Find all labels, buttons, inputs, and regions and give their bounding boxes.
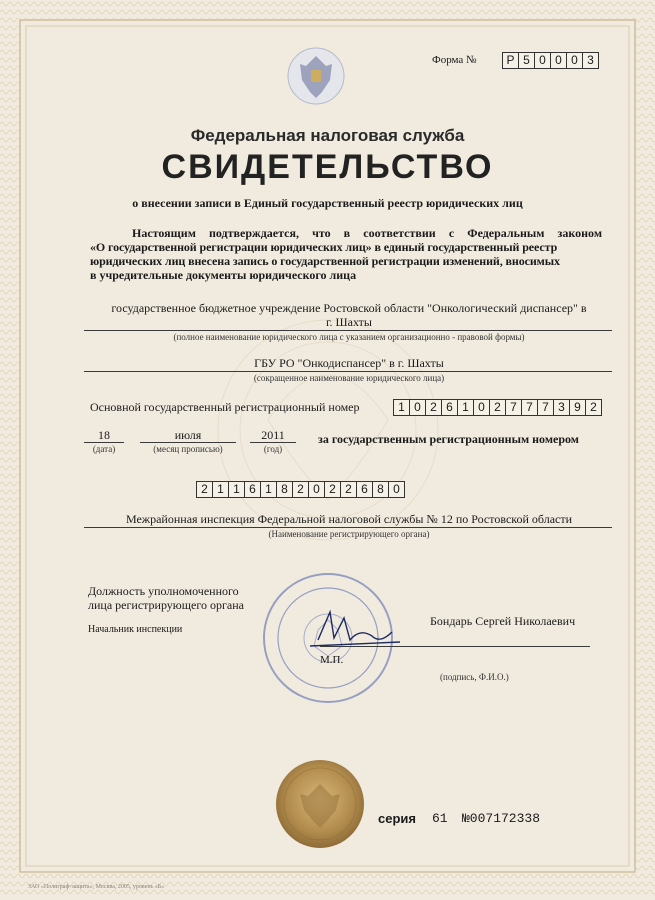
grn-cell: 2 <box>341 482 357 497</box>
authority-underline <box>84 527 612 528</box>
ogrn-cell: 1 <box>458 400 474 415</box>
seal-mark-label: М.П. <box>320 654 344 666</box>
ogrn-cell: 0 <box>474 400 490 415</box>
grn-cell: 8 <box>277 482 293 497</box>
signer-name: Бондарь Сергей Николаевич <box>430 614 576 628</box>
grn-cell: 2 <box>293 482 309 497</box>
gold-seal <box>276 760 364 848</box>
ogrn-cell: 7 <box>506 400 522 415</box>
grn-cell: 0 <box>393 482 400 496</box>
date-day-caption: (дата) <box>92 444 116 454</box>
ogrn-cell: 3 <box>554 400 570 415</box>
printer-footer: ЗАО «Полиграф-защита», Москва, 2005, уровень «Б» <box>28 884 165 890</box>
body-line-2: «О государственной регистрации юридических лиц» в единый государственный реестр <box>90 240 558 254</box>
grn-boxes <box>196 481 405 498</box>
date-day: 18 <box>98 428 110 442</box>
official-stamp <box>264 574 392 702</box>
date-year: 2011 <box>261 428 285 442</box>
ogrn-cell: 2 <box>426 400 442 415</box>
form-code-cell: 0 <box>535 53 551 68</box>
ogrn-cell: 7 <box>522 400 538 415</box>
body-line-3: юридических лиц внесена запись о государственной регистрации изменений, вносимых <box>90 254 560 268</box>
body-line-1: Настоящим подтверждается, что в соответствии с Федеральным законом <box>132 226 602 240</box>
state-emblem <box>288 48 344 104</box>
entity-short-name: ГБУ РО "Онкодиспансер" в г. Шахты <box>254 356 444 370</box>
form-code-boxes <box>502 52 599 69</box>
signature-underline <box>320 646 590 647</box>
short-name-caption: (сокращенное наименование юридического лица) <box>253 373 445 383</box>
authority-caption: (Наименование регистрирующего органа) <box>268 529 430 539</box>
date-month-underline <box>140 442 236 443</box>
ogrn-cell: 1 <box>394 400 410 415</box>
short-name-underline <box>84 371 612 372</box>
service-name: Федеральная налоговая служба <box>190 126 465 145</box>
date-year-underline <box>250 442 296 443</box>
full-name-underline <box>84 330 612 331</box>
grn-cell: 1 <box>261 482 277 497</box>
date-month: июля <box>174 428 202 442</box>
grn-cell: 1 <box>213 482 229 497</box>
grn-cell: 8 <box>373 482 389 497</box>
series-label: серия <box>378 811 416 826</box>
document-title: СВИДЕТЕЛЬСТВО <box>161 148 494 186</box>
ogrn-cell: 7 <box>538 400 554 415</box>
position-label-line-2: лица регистрирующего органа <box>88 598 244 612</box>
grn-cell: 6 <box>245 482 261 497</box>
ogrn-cell: 0 <box>410 400 426 415</box>
form-label: Форма № <box>432 54 477 66</box>
document-subtitle: о внесении записи в Единый государственный реестр юридических лиц <box>132 196 523 210</box>
form-code-cell: 0 <box>567 53 583 68</box>
entity-full-name-line-2: г. Шахты <box>325 315 372 329</box>
date-day-underline <box>84 442 124 443</box>
ogrn-cell: 6 <box>442 400 458 415</box>
grn-cell: 1 <box>229 482 245 497</box>
date-month-caption: (месяц прописью) <box>153 444 223 454</box>
ogrn-cell: 9 <box>570 400 586 415</box>
series-value: 61 <box>432 811 448 826</box>
full-name-caption: (полное наименование юридического лица с указанием организационно - правовой формы) <box>173 332 525 342</box>
ogrn-boxes <box>393 399 602 416</box>
body-line-4: в учредительные документы юридического лица <box>90 268 357 282</box>
authority-name: Межрайонная инспекция Федеральной налоговой службы № 12 по Ростовской области <box>125 512 573 526</box>
grn-cell: 2 <box>197 482 213 497</box>
date-year-caption: (год) <box>263 444 283 454</box>
form-code-cell: 3 <box>587 53 594 67</box>
ogrn-cell: 2 <box>490 400 506 415</box>
series-number: №007172338 <box>462 811 541 826</box>
entity-full-name-line-1: государственное бюджетное учреждение Ростовской области "Онкологический диспансер" в <box>111 301 587 315</box>
grn-cell: 2 <box>325 482 341 497</box>
form-code-cell: 0 <box>551 53 567 68</box>
position-label-line-1: Должность уполномоченного <box>88 584 239 598</box>
position-value: Начальник инспекции <box>88 624 183 635</box>
grn-cell: 6 <box>357 482 373 497</box>
signature-caption: (подпись, Ф.И.О.) <box>440 672 509 682</box>
grn-cell: 0 <box>309 482 325 497</box>
form-code-cell: Р <box>503 53 519 68</box>
ogrn-label: Основной государственный регистрационный номер <box>90 400 360 414</box>
ogrn-cell: 2 <box>590 400 597 414</box>
signature-scribble <box>310 612 400 646</box>
registration-number-label: за государственным регистрационным номером <box>318 432 579 446</box>
form-code-cell: 5 <box>519 53 535 68</box>
